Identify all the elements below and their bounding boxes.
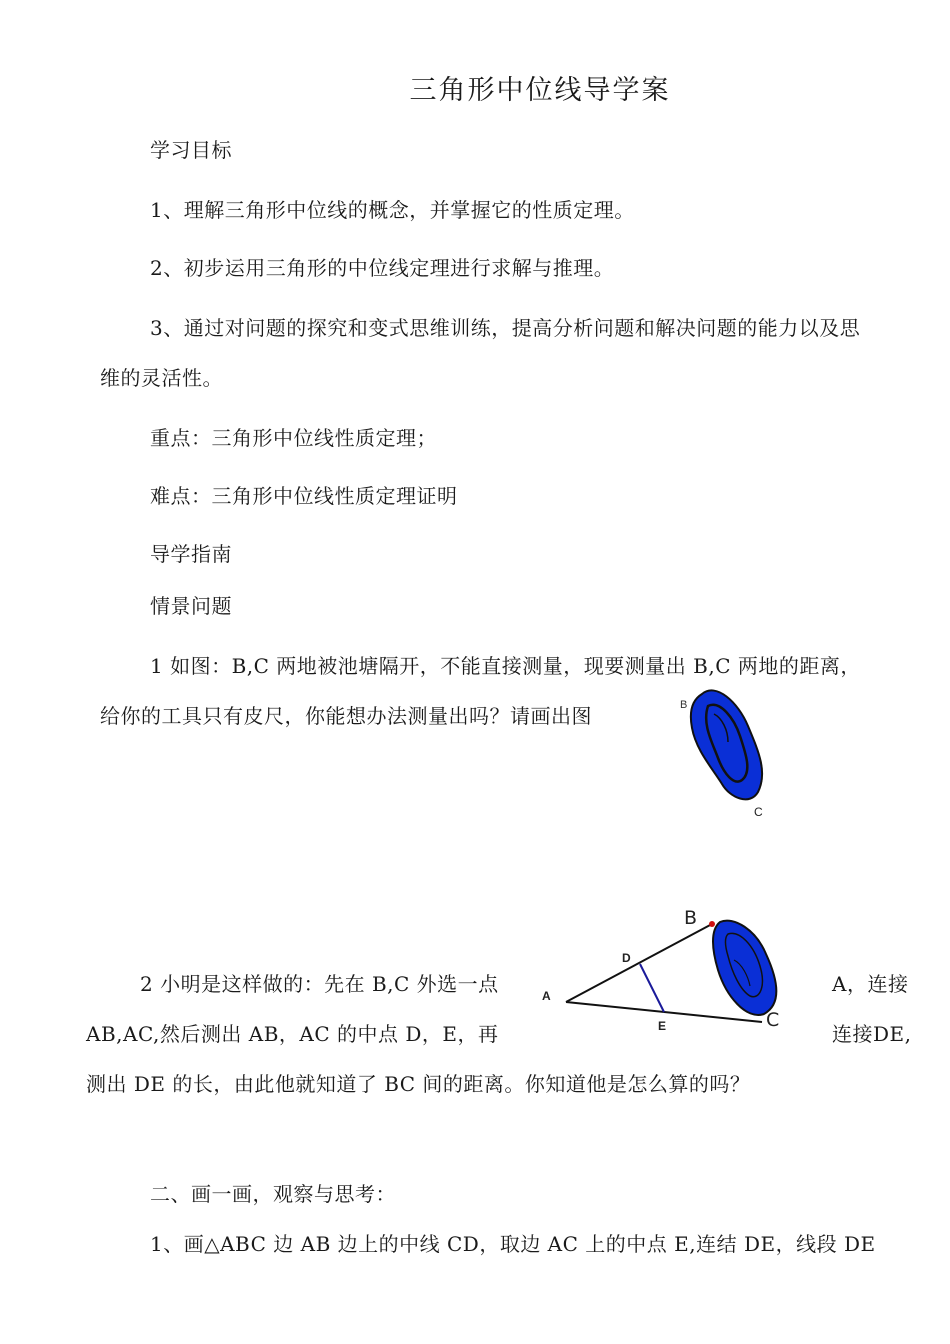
objective-3: 3、通过对问题的探究和变式思维训练，提高分析问题和解决问题的能力以及思: [150, 316, 861, 340]
point-b-marker: [709, 921, 715, 927]
point-d-label: D: [622, 951, 631, 965]
question-2-line-1-right: A，连接: [832, 972, 909, 996]
question-2-line-2-right: 连接DE,: [832, 1022, 912, 1046]
pond-figure-1: [676, 684, 786, 824]
objectives-heading: 学习目标: [150, 138, 232, 162]
point-e-label: E: [658, 1019, 667, 1033]
section-2-item-1: 1、画△ABC 边 AB 边上的中线 CD，取边 AC 上的中点 E,连结 DE，线段 DE: [150, 1232, 876, 1256]
segment-ab: [566, 924, 712, 1002]
guide-heading: 导学指南: [150, 542, 232, 566]
question-2-line-2-left: AB,AC,然后测出 AB，AC 的中点 D，E，再: [86, 1022, 499, 1046]
difficulty-point: 难点：三角形中位线性质定理证明: [150, 484, 458, 508]
midline-de: [640, 964, 664, 1012]
question-1-line-2: 给你的工具只有皮尺，你能想办法测量出吗？请画出图: [100, 704, 592, 728]
question-1-line-1: 1 如图：B,C 两地被池塘隔开，不能直接测量，现要测量出 B,C 两地的距离，: [150, 654, 861, 678]
triangle-figure-2: [530, 900, 800, 1040]
page-title: 三角形中位线导学案: [409, 75, 671, 106]
scenario-heading: 情景问题: [150, 594, 232, 618]
key-point: 重点：三角形中位线性质定理；: [150, 426, 437, 450]
question-2-line-3: 测出 DE 的长，由此他就知道了 BC 间的距离。你知道他是怎么算的吗？: [86, 1072, 751, 1096]
objective-3-continued: 维的灵活性。: [100, 366, 223, 390]
point-c-label-2: C: [766, 1009, 780, 1031]
point-b-label: B: [680, 699, 688, 711]
point-b-label-2: B: [684, 907, 698, 929]
objective-2: 2、初步运用三角形的中位线定理进行求解与推理。: [150, 256, 615, 280]
question-2-line-1-left: 2 小明是这样做的：先在 B,C 外选一点: [140, 972, 499, 996]
objective-1: 1、理解三角形中位线的概念，并掌握它的性质定理。: [150, 198, 635, 222]
point-a-label: A: [542, 989, 551, 1003]
pond-shape: [691, 690, 762, 799]
pond-shape-2: [713, 921, 776, 1015]
point-c-label: C: [754, 805, 763, 819]
section-2-heading: 二、画一画，观察与思考：: [150, 1182, 396, 1206]
